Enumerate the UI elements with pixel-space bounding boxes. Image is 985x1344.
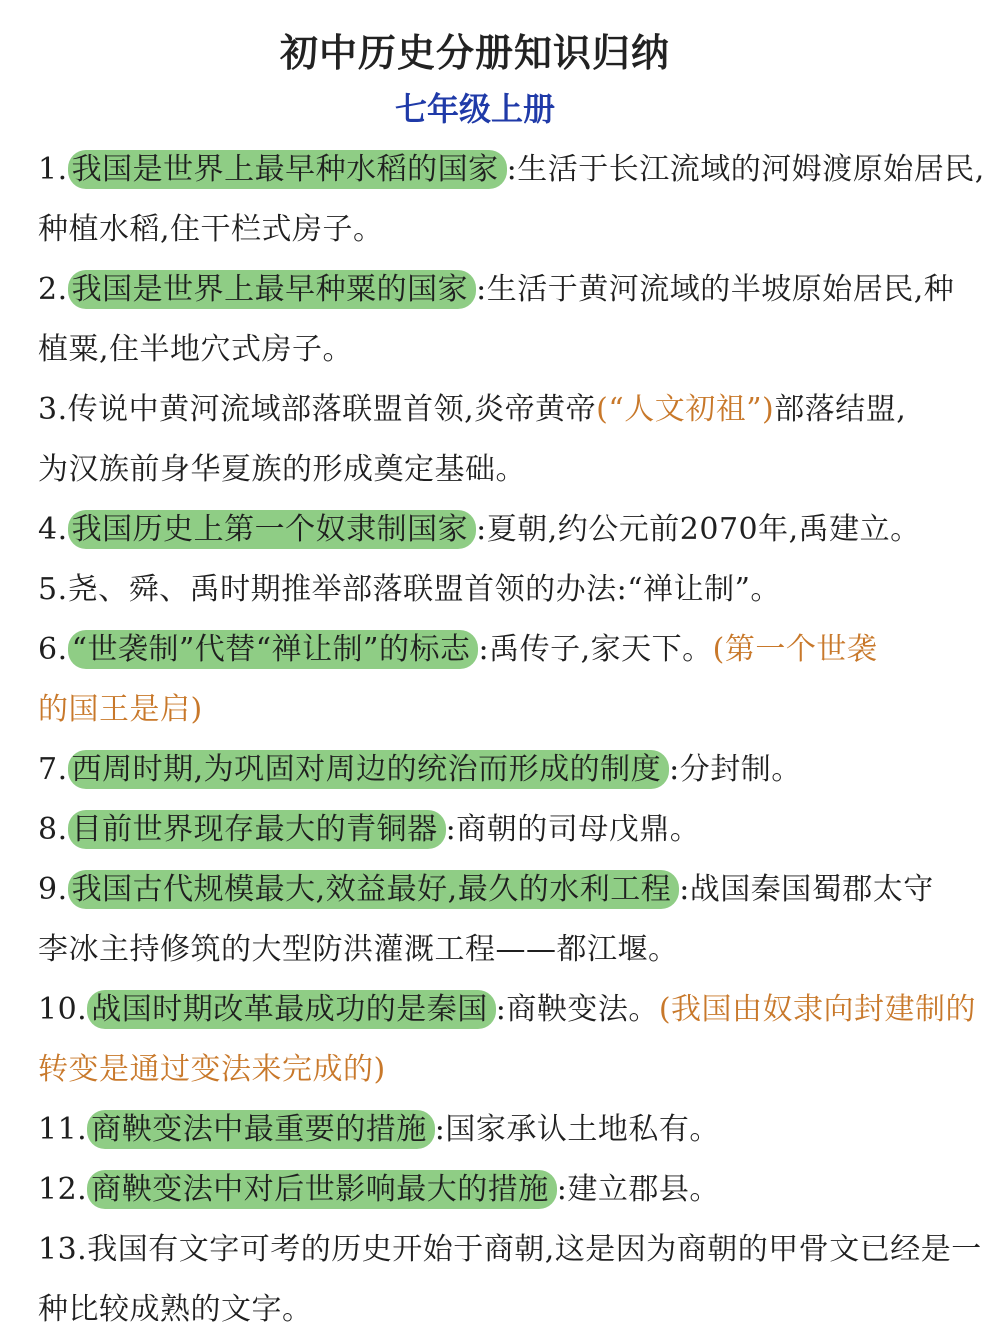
item-number: 7. — [38, 752, 68, 787]
item-number: 11. — [38, 1112, 88, 1147]
highlight: 我国古代规模最大,效益最好,最久的水利工程 — [68, 870, 680, 909]
item-text: :商鞅变法。 — [495, 992, 659, 1027]
highlight: 商鞅变法中最重要的措施 — [87, 1110, 435, 1149]
item-text: :夏朝,约公元前2070年,禹建立。 — [476, 512, 921, 547]
content-list — [38, 140, 985, 1340]
item-13-line-1: 13.我国有文字可考的历史开始于商朝,这是因为商朝的甲骨文已经是一 — [38, 1232, 982, 1267]
item-number: 10. — [38, 992, 88, 1027]
item-11-line-1 — [38, 1100, 918, 1160]
highlight: 目前世界现存最大的青铜器 — [68, 810, 446, 849]
item-text: :分封制。 — [669, 752, 802, 787]
item-number: 1. — [38, 152, 68, 187]
item-4-line-1 — [38, 500, 921, 560]
item-text: 部落结盟, — [774, 392, 907, 427]
item-10-line-1 — [38, 980, 977, 1040]
item-5-line-1: 5.尧、舜、禹时期推举部落联盟首领的办法:“禅让制”。 — [38, 572, 781, 607]
item-text: :商朝的司母戊鼎。 — [445, 812, 701, 847]
item-text: :建立郡县。 — [556, 1172, 720, 1207]
item-1-line-1 — [38, 140, 985, 200]
highlight: 战国时期改革最成功的是秦国 — [87, 990, 496, 1029]
item-text: :战国秦国蜀郡太守 — [679, 872, 934, 907]
highlight: 西周时期,为巩固对周边的统治而形成的制度 — [68, 750, 670, 789]
item-number: 9. — [38, 872, 68, 907]
item-number: 6. — [38, 632, 68, 667]
note-text: (我国由奴隶向封建制的 — [658, 992, 977, 1027]
item-text: :生活于黄河流域的半坡原始居民,种 — [476, 272, 955, 307]
item-number: 12. — [38, 1172, 88, 1207]
highlight: 我国是世界上最早种水稻的国家 — [68, 150, 507, 189]
item-12-line-1 — [38, 1160, 918, 1220]
item-text: 3.传说中黄河流域部落联盟首领,炎帝黄帝 — [38, 392, 597, 427]
item-number: 2. — [38, 272, 68, 307]
item-2-line-1 — [38, 260, 955, 320]
highlight: 我国是世界上最早种粟的国家 — [68, 270, 477, 309]
item-1-line-2: 种植水稻,住干栏式房子。 — [38, 212, 384, 247]
note-text: (第一个世袭 — [712, 632, 878, 667]
item-10-line-2: 转变是通过变法来完成的) — [38, 1052, 386, 1087]
highlight: “世袭制”代替“禅让制”的标志 — [68, 630, 479, 669]
item-3-line-1 — [38, 380, 918, 440]
item-7-line-1 — [38, 740, 918, 800]
page-subtitle: 七年级上册 — [394, 90, 555, 128]
item-text: :国家承认土地私有。 — [434, 1112, 720, 1147]
item-number: 8. — [38, 812, 68, 847]
item-number: 4. — [38, 512, 68, 547]
item-8-line-1 — [38, 800, 918, 860]
item-6-line-2: 的国王是启) — [38, 692, 203, 727]
item-text: :禹传子,家天下。 — [478, 632, 713, 667]
item-2-line-2: 植粟,住半地穴式房子。 — [38, 332, 354, 367]
item-text: :生活于长江流域的河姆渡原始居民, — [506, 152, 985, 187]
item-9-line-1 — [38, 860, 934, 920]
page-title: 初中历史分册知识归纳 — [279, 31, 670, 75]
item-13-line-2: 种比较成熟的文字。 — [38, 1292, 313, 1327]
item-3-line-2: 为汉族前身华夏族的形成奠定基础。 — [38, 452, 526, 487]
item-9-line-2: 李冰主持修筑的大型防洪灌溉工程——都江堰。 — [38, 932, 679, 967]
item-6-line-1 — [38, 620, 918, 680]
highlight: 商鞅变法中对后世影响最大的措施 — [87, 1170, 557, 1209]
note-text: (“人文初祖”) — [596, 392, 775, 427]
highlight: 我国历史上第一个奴隶制国家 — [68, 510, 477, 549]
